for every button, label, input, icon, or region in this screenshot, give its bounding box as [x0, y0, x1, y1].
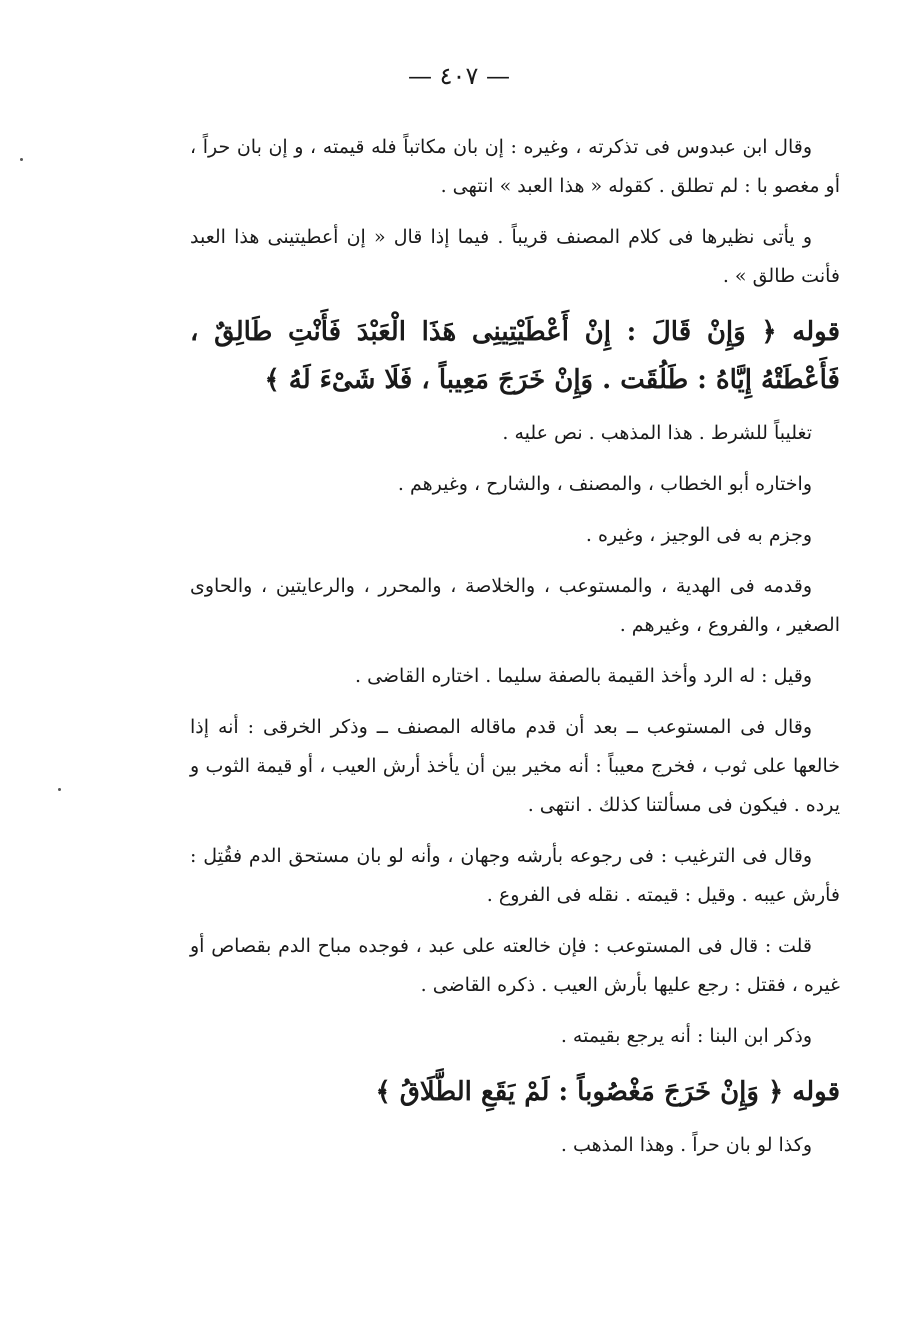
- scan-speck: [58, 788, 61, 791]
- scan-speck: [20, 158, 23, 161]
- paragraph: وذكر ابن البنا : أنه يرجع بقيمته .: [560, 1025, 812, 1047]
- paragraph: قلت : قال فى المستوعب : فإن خالعته على عبد ، فوجده مباح الدم بقصاص أو غيره ، فقتل : رجع عليها بأرش العيب . ذكره القاضى .: [190, 935, 840, 996]
- page-body: [190, 128, 840, 1165]
- paragraph: وقال فى الترغيب : فى رجوعه بأرشه وجهان ، وأنه لو بان مستحق الدم فقُتِل : فأرش عيبه . وقيل : قيمته . نقله فى الفروع .: [190, 845, 840, 906]
- paragraph: وقدمه فى الهدية ، والمستوعب ، والخلاصة ، والمحرر ، والرعايتين ، والحاوى الصغير ، والفروع ، وغيرهم .: [190, 575, 840, 636]
- page-number: — ٤٠٧ —: [408, 62, 510, 90]
- quoted-text: قوله ﴿ وَإِنْ خَرَجَ مَغْصُوباً : لَمْ يَقَعِ الطَّلَاقُ ﴾: [375, 1077, 840, 1107]
- paragraph: وقال فى المستوعب ــ بعد أن قدم ماقاله المصنف ــ وذكر الخرقى : أنه إذا خالعها على ثوب ، فخرج معيباً : أنه مخير بين أن يأخذ أرش العيب ، أو قيمة الثوب و يرده . فيكون فى مسألتنا كذلك . انتهى .: [190, 716, 840, 816]
- paragraph: تغليباً للشرط . هذا المذهب . نص عليه .: [502, 422, 812, 444]
- paragraph: وكذا لو بان حراً . وهذا المذهب .: [560, 1134, 812, 1156]
- paragraph: واختاره أبو الخطاب ، والمصنف ، والشارح ، وغيرهم .: [397, 473, 812, 495]
- quoted-text: قوله ﴿ وَإِنْ قَالَ : إِنْ أَعْطَيْتِينِى هَذَا الْعَبْدَ فَأَنْتِ طَالِقٌ ، فَأَعْطَتْهُ إِيَّاهُ : طَلُقَت . وَإِنْ خَرَجَ مَعِيباً ، فَلَا شَىْءَ لَهُ ﴾: [190, 317, 840, 395]
- paragraph: وقيل : له الرد وأخذ القيمة بالصفة سليما . اختاره القاضى .: [354, 665, 812, 687]
- paragraph: وجزم به فى الوجيز ، وغيره .: [585, 524, 812, 546]
- paragraph: و يأتى نظيرها فى كلام المصنف قريباً . فيما إذا قال « إن أعطيتينى هذا العبد فأنت طالق » .: [190, 226, 840, 287]
- paragraph: وقال ابن عبدوس فى تذكرته ، وغيره : إن بان مكاتباً فله قيمته ، و إن بان حراً ، أو مغصو با : لم تطلق . كقوله « هذا العبد » انتهى .: [190, 136, 840, 197]
